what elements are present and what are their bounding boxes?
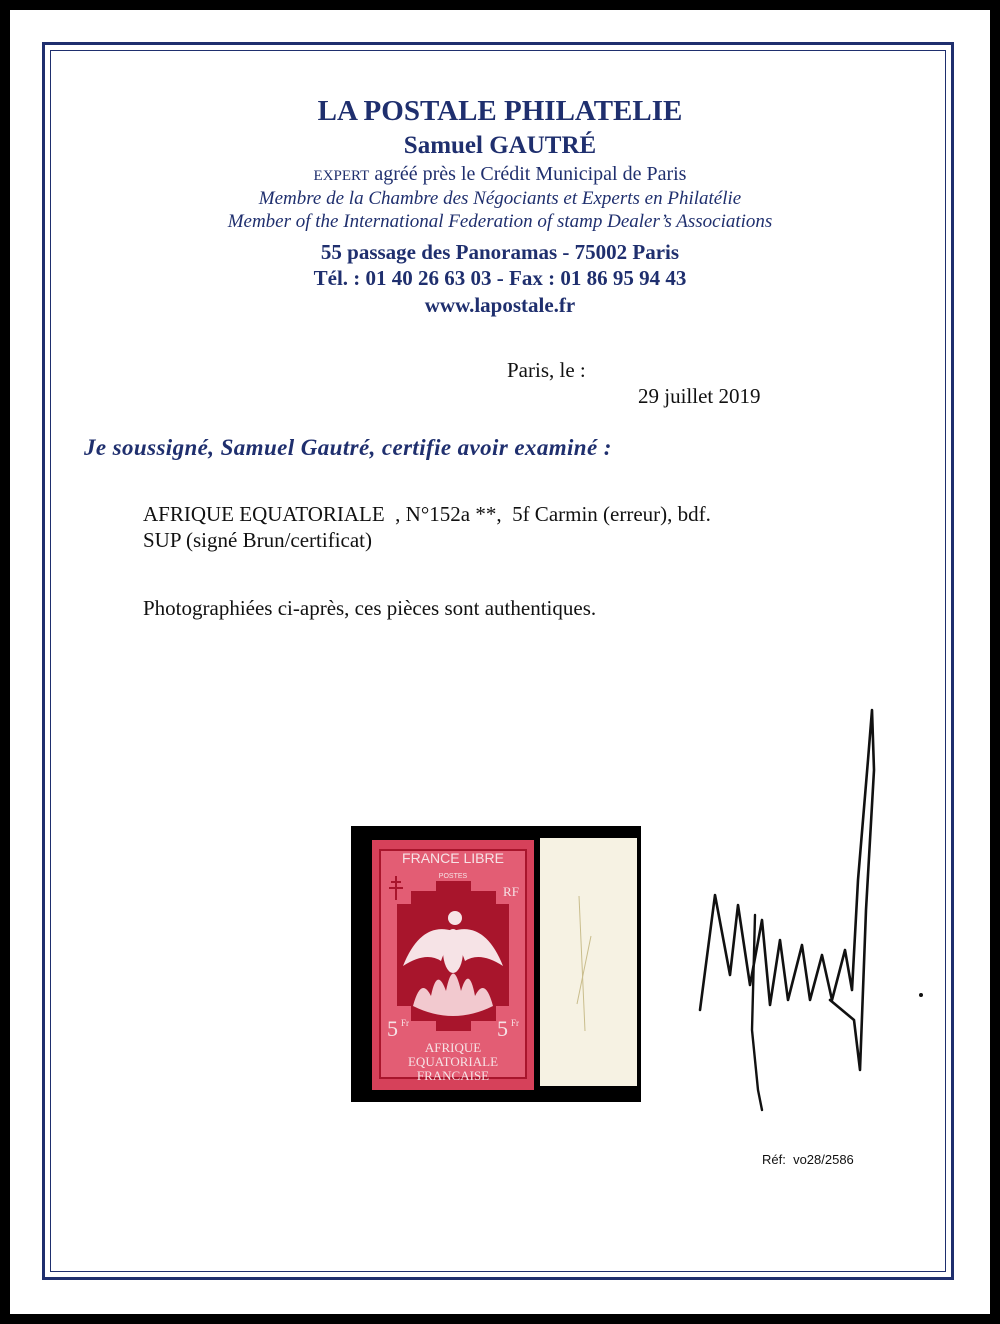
- expert-caps: EXPERT: [313, 168, 370, 184]
- chamber-membership: Membre de la Chambre des Négociants et Experts en Philatélie: [258, 188, 742, 209]
- stamp-bottom-line2: EQUATORIALE: [407, 1054, 499, 1069]
- company-name: LA POSTALE PHILATELIE: [317, 95, 683, 127]
- stamp-unit-right: Fr: [511, 1018, 520, 1028]
- stamp-postes: POSTES: [438, 873, 468, 880]
- stamp-image: [351, 826, 641, 1102]
- stamp-unit-left: Fr: [401, 1018, 410, 1028]
- federation-membership: Member of the International Federation of stamp Dealer’s Associations: [227, 211, 773, 232]
- stamp-value-right: 5: [497, 1016, 508, 1041]
- certification-statement: Je soussigné, Samuel Gautré, certifie avoir examiné :: [84, 435, 612, 460]
- phone-fax: Tél. : 01 40 26 63 03 - Fax : 01 86 95 94 43: [313, 266, 687, 290]
- authenticity-statement: Photographiées ci-après, ces pièces sont authentiques.: [143, 596, 597, 620]
- place-label: Paris, le :: [507, 358, 586, 382]
- stamp-bottom-line1: AFRIQUE: [424, 1040, 482, 1055]
- stamp-top-text: FRANCE LIBRE: [402, 850, 504, 866]
- expert-accreditation: [10, 163, 990, 186]
- expert-accreditation-text: agréé près le Crédit Municipal de Paris: [369, 163, 687, 185]
- stamp-rf: RF: [503, 884, 519, 899]
- item-grade: SUP (signé Brun/certificat): [143, 528, 373, 552]
- stamp-bottom-line3: FRANCAISE: [416, 1068, 490, 1083]
- certificate-date: 29 juillet 2019: [638, 384, 761, 408]
- item-description: AFRIQUE EQUATORIALE , N°152a **, 5f Carmin (erreur), bdf.: [143, 502, 711, 526]
- website[interactable]: www.lapostale.fr: [424, 293, 576, 317]
- reference-number: Réf: vo28/2586: [762, 1152, 854, 1167]
- address: 55 passage des Panoramas - 75002 Paris: [320, 240, 680, 264]
- certificate-sheet: [10, 10, 990, 1314]
- stamp-photo: [351, 826, 641, 1102]
- stamp-value-left: 5: [387, 1016, 398, 1041]
- expert-name: Samuel GAUTRÉ: [403, 132, 597, 159]
